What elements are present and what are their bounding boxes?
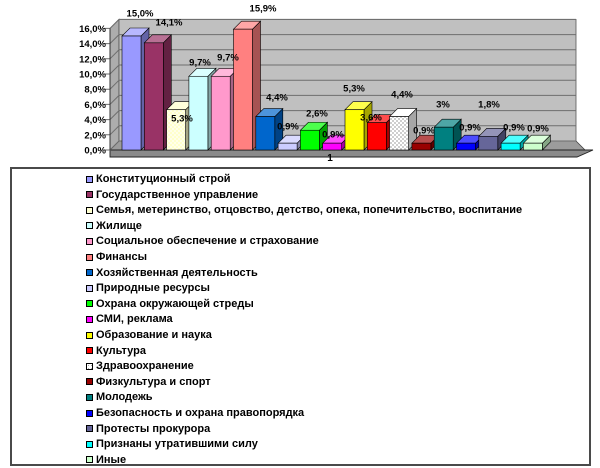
bar-value-label: 3,6%: [360, 112, 382, 124]
legend-marker: [86, 425, 93, 432]
legend-item-label: Культура: [96, 344, 146, 357]
y-axis-tick-label: 6,0%: [84, 99, 106, 111]
legend-item-label: Хозяйственная деятельность: [96, 266, 258, 279]
legend-item: [12, 280, 589, 296]
y-axis-tick-label: 14,0%: [79, 39, 106, 51]
bar-value-label: 15,0%: [126, 8, 154, 20]
legend-item-label: Молодежь: [96, 391, 153, 404]
legend-marker: [86, 176, 93, 183]
legend-item: [12, 202, 589, 218]
legend-item: [12, 405, 589, 421]
bar-front-face: [323, 143, 342, 150]
legend-item: [12, 187, 589, 203]
chart-canvas: [0, 0, 600, 167]
legend-marker: [86, 456, 93, 463]
bar-value-label: 3%: [436, 99, 450, 111]
legend-marker: [86, 207, 93, 214]
legend-item-label: Протесты прокурора: [96, 422, 211, 435]
legend-item: [12, 358, 589, 374]
bar-value-label: 0,9%: [527, 123, 549, 135]
bar-value-label: 15,9%: [249, 3, 277, 15]
bar-front-face: [479, 136, 498, 150]
legend-item: [12, 233, 589, 249]
legend-item-label: Здравоохранение: [96, 360, 194, 373]
legend-marker: [86, 222, 93, 229]
x-axis-category-label: 1: [327, 153, 333, 164]
legend-marker: [86, 363, 93, 370]
bar-front-face: [367, 123, 386, 150]
legend-marker: [86, 254, 93, 261]
y-axis-tick-label: 10,0%: [79, 69, 106, 81]
legend-item-label: Безопасность и охрана правопорядка: [96, 407, 305, 419]
chart-legend: [10, 167, 591, 466]
bar-value-label: 0,9%: [413, 125, 435, 137]
legend-item-label: Образование и наука: [96, 329, 212, 341]
legend-item: [12, 452, 589, 468]
y-axis-tick-label: 4,0%: [84, 115, 106, 127]
bar-front-face: [300, 130, 319, 150]
legend-marker: [86, 347, 93, 354]
bar-value-label: 4,4%: [391, 89, 413, 101]
legend-marker: [86, 285, 93, 292]
bar-front-face: [457, 143, 476, 150]
bar-value-label: 0,9%: [503, 122, 525, 134]
bar-value-label: 14,1%: [155, 17, 183, 29]
legend-item-label: Финансы: [96, 251, 148, 263]
legend-item-label: Иные: [96, 453, 127, 466]
legend-item: [12, 389, 589, 405]
legend-marker: [86, 316, 93, 323]
bar-front-face: [434, 127, 453, 150]
bar-value-label: 0,9%: [277, 121, 299, 133]
legend-marker: [86, 191, 93, 198]
bar-value-label: 9,7%: [189, 57, 211, 69]
bar-front-face: [501, 143, 520, 150]
legend-item-label: Охрана окружающей стреды: [96, 297, 254, 310]
y-axis-tick-label: 12,0%: [79, 54, 106, 66]
legend-item: [12, 171, 589, 187]
y-axis-tick-label: 16,0%: [79, 23, 106, 35]
bar-value-label: 2,6%: [306, 108, 328, 120]
legend-marker: [86, 441, 93, 448]
legend-item: [12, 218, 589, 234]
bar-value-label: 1,8%: [478, 99, 500, 111]
legend-item: [12, 249, 589, 265]
legend-item-label: Признаны утратившими силу: [96, 438, 258, 451]
bar-value-label: 0,9%: [459, 122, 481, 134]
bar-value-label: 5,3%: [171, 113, 193, 125]
legend-marker: [86, 238, 93, 245]
bar-value-label: 4,4%: [266, 92, 288, 104]
bar-chart: [0, 0, 600, 167]
bar-value-label: 0,9%: [322, 129, 344, 141]
legend-marker: [86, 332, 93, 339]
legend-marker: [86, 394, 93, 401]
bar-front-face: [523, 143, 542, 150]
legend-marker: [86, 300, 93, 307]
legend-item-label: Конституционный строй: [96, 173, 231, 185]
legend-item-label: Государственное управление: [96, 188, 259, 201]
legend-marker: [86, 410, 93, 417]
y-axis-tick-label: 2,0%: [84, 130, 106, 142]
bar-front-face: [278, 143, 297, 150]
bar-value-label: 5,3%: [343, 83, 365, 95]
legend-item: [12, 374, 589, 390]
legend-marker: [86, 269, 93, 276]
legend-item: [12, 296, 589, 312]
bar-value-label: 9,7%: [217, 52, 239, 64]
legend-item: [12, 265, 589, 281]
legend-item: [12, 421, 589, 437]
legend-item: [12, 327, 589, 343]
bar-front-face: [390, 117, 409, 150]
bar-front-face: [256, 117, 275, 150]
y-axis-tick-label: 0,0%: [84, 145, 106, 157]
bar-front-face: [144, 43, 163, 150]
legend-item: [12, 311, 589, 327]
legend-item-label: Жилище: [96, 219, 142, 232]
y-axis-tick-label: 8,0%: [84, 84, 106, 96]
bar-front-face: [412, 143, 431, 150]
legend-item: [12, 343, 589, 359]
legend-item-label: Природные ресурсы: [96, 282, 210, 295]
legend-item-label: СМИ, реклама: [96, 313, 173, 326]
bar-front-face: [122, 36, 141, 150]
legend-marker: [86, 378, 93, 385]
bar-front-face: [234, 29, 253, 150]
legend-item-label: Социальное обеспечение и страхование: [96, 235, 319, 248]
legend-item-label: Семья, метеринство, отцовство, детство, опека, попечительство, воспитание: [96, 204, 523, 217]
legend-item-label: Физкультура и спорт: [96, 375, 211, 388]
legend-item: [12, 436, 589, 452]
bar-front-face: [211, 76, 230, 150]
